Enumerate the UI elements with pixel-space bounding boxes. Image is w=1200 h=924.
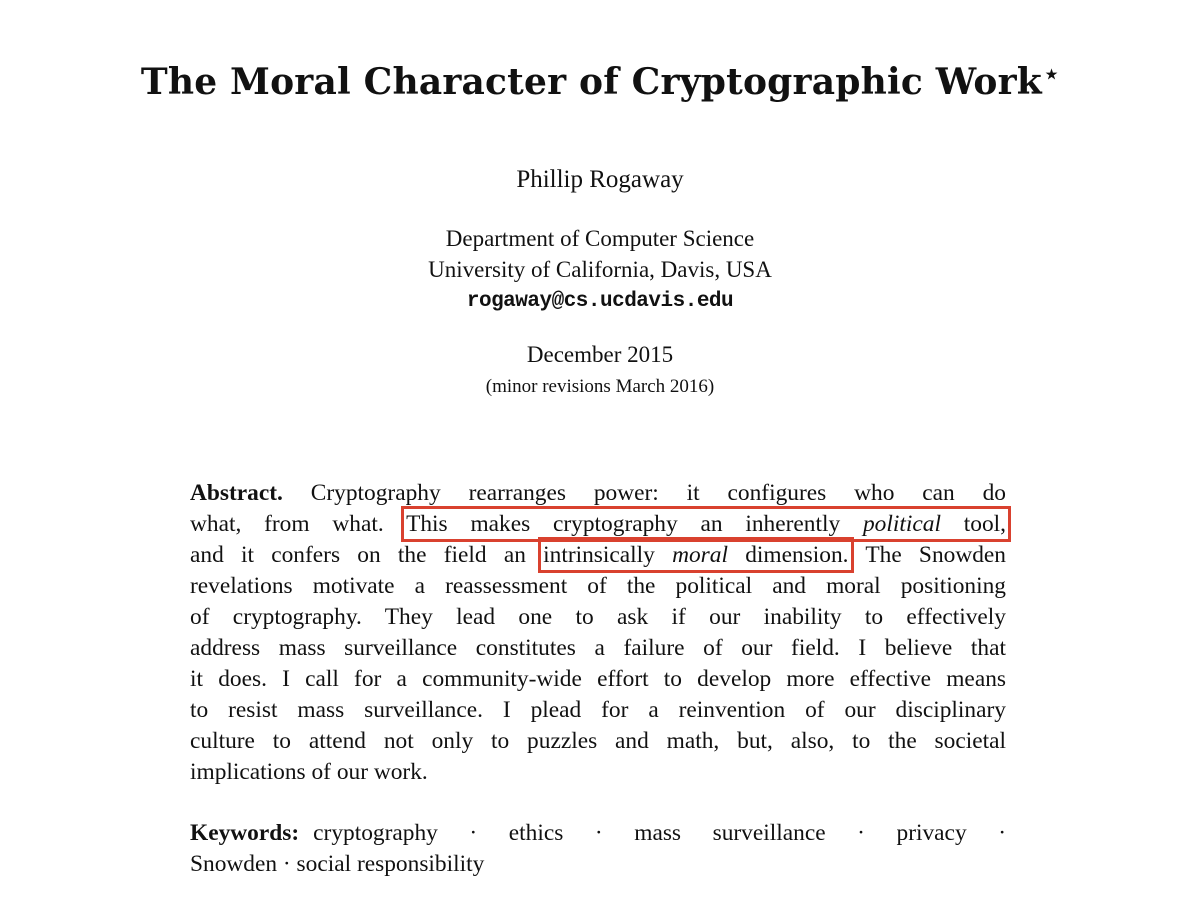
abstract-emphasis: political	[862, 511, 941, 537]
abstract-text: of cryptography. They lead one to ask if our inability to effectively	[190, 604, 1006, 630]
abstract-line	[190, 664, 1006, 695]
abstract-line	[190, 602, 1006, 633]
abstract-line	[190, 478, 1006, 509]
abstract-text: and it confers on the field an	[190, 542, 544, 568]
abstract-text: what, from what.	[190, 511, 407, 537]
title-footnote-mark: ⋆	[1043, 59, 1060, 88]
paper-date: December 2015	[526, 342, 674, 367]
abstract-text: address mass surveillance constitutes a failure of our field. I believe that	[190, 635, 1006, 661]
keywords-label: Keywords:	[190, 820, 300, 846]
abstract-block	[190, 478, 1006, 788]
keywords-list-part-1: cryptography · ethics · mass surveillance · privacy ·	[313, 820, 1006, 846]
abstract-text: revelations motivate a reassessment of the political and moral positioning	[190, 573, 1006, 599]
revision-note: (minor revisions March 2016)	[485, 376, 715, 397]
abstract-line	[190, 571, 1006, 602]
highlight-box	[543, 542, 848, 568]
abstract-label: Abstract.	[190, 480, 283, 506]
abstract-text: to resist mass surveillance. I plead for a reinvention of our disciplinary	[190, 697, 1006, 723]
highlight-box	[406, 511, 1006, 537]
author-email: rogaway@cs.ucdavis.edu	[466, 290, 734, 313]
keywords-line-1	[190, 818, 1006, 849]
keywords-block	[190, 818, 1006, 880]
abstract-text: Cryptography rearranges power: it configures who can do	[282, 480, 1006, 506]
abstract-text: culture to attend not only to puzzles and math, but, also, to the societal	[190, 728, 1006, 754]
abstract-line	[190, 540, 1006, 571]
abstract-line	[190, 757, 1006, 788]
abstract-text: dimension.	[727, 542, 849, 568]
abstract-line	[190, 509, 1006, 540]
abstract-line	[190, 633, 1006, 664]
keywords-line-2: Snowden · social responsibility	[190, 851, 485, 877]
abstract-text: The Snowden	[848, 542, 1006, 568]
author-department: Department of Computer Science	[445, 226, 755, 251]
author-name: Phillip Rogaway	[516, 166, 684, 193]
author-university: University of California, Davis, USA	[428, 257, 772, 282]
abstract-text: intrinsically	[543, 542, 673, 568]
abstract-emphasis: moral	[672, 542, 728, 568]
abstract-text: implications of our work.	[190, 759, 428, 785]
abstract-text: This makes cryptography an inherently	[406, 511, 863, 537]
paper-title-text: The Moral Character of Cryptographic Work	[140, 61, 1042, 103]
abstract-line	[190, 726, 1006, 757]
abstract-text: tool,	[940, 511, 1006, 537]
abstract-line	[190, 695, 1006, 726]
paper-title	[0, 50, 1200, 106]
abstract-text: it does. I call for a community-wide effort to develop more effective means	[190, 666, 1006, 692]
